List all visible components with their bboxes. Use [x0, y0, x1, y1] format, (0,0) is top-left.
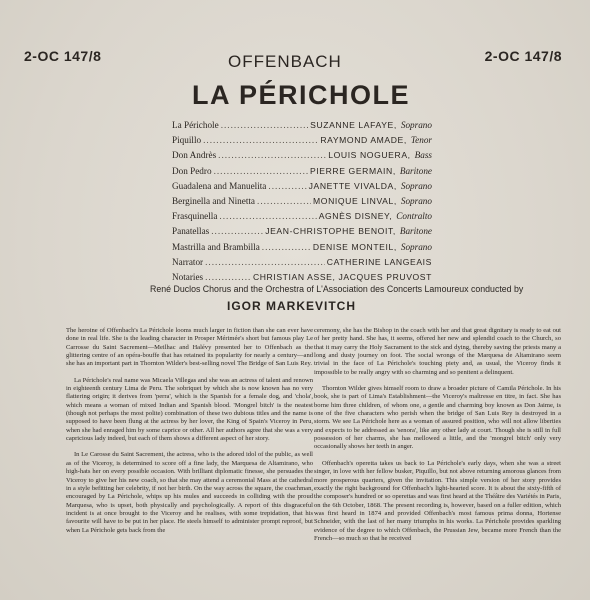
- composer-name: OFFENBACH: [228, 52, 342, 71]
- cast-row: [172, 209, 432, 224]
- cast-singer: JANETTE VIVALDA,: [308, 180, 397, 191]
- cast-role: Berginella and Ninetta: [172, 196, 256, 207]
- leader-dots: [219, 209, 316, 224]
- cast-voice-type: Contralto: [396, 211, 432, 222]
- conductor-name: IGOR MARKEVITCH: [227, 299, 356, 313]
- cast-role: La Périchole: [172, 120, 219, 130]
- cast-voice-type: Soprano: [400, 241, 432, 252]
- liner-notes-paragraph: The heroine of Offenbach's La Périchole looms much larger in fiction than she can ever have done in real life. She is the leading character in Prosper Mérimée's short but famous play Le Carrosse du Saint Sacrement—Meilhac and Halévy presented her to Offenbach as the glittering centre of an opéra-bouffe that has retained its popularity for nearly a century—and she has an important part in Thornton Wilder's best-selling novel The Bridge of San Luis Rey.: [66, 327, 313, 368]
- cast-voice-type: Soprano: [400, 180, 432, 191]
- leader-dots: [218, 148, 326, 163]
- cast-singer: CATHERINE LANGEAIS: [326, 256, 432, 267]
- catalog-number-right: 2-OC 147/8: [484, 48, 562, 64]
- cast-singer: PIERRE GERMAIN,: [309, 165, 396, 176]
- cast-row: [172, 133, 432, 148]
- cast-role: Don Andrès: [172, 150, 217, 161]
- cast-singer: LOUIS NOGUERA,: [328, 150, 411, 161]
- leader-dots: [205, 270, 251, 285]
- cast-role: Frasquinella: [172, 211, 218, 222]
- cast-row: [172, 224, 432, 239]
- liner-notes-paragraph: La Périchole's real name was Micaela Villegas and she was an actress of talent and renown in eighteenth century Lima de Peru. The sobriquet by which she is now known has no very flattering origin; it derives from 'perra', which is the Spanish for a female dog, and 'chola', which means a woman of mixed Indian and Spanish blood. 'Mongrel bitch' is the neatest (though not perhaps the most polite) combination of these two dubious titles and the name is supposed to have been flung at the actress by her lover, the King of Spain's Viceroy in Peru, when she had enraged him by some caprice or other. All her authors agree that she was a very capricious lady indeed, but each of them shows a different aspect of her story.: [66, 376, 313, 443]
- cast-role: Mastrilla and Brambilla: [172, 241, 260, 252]
- liner-notes-paragraph: Offenbach's operetta takes us back to La Périchole's early days, when she was a street singer, in love with her fellow busker, Piquillo, but not above returning amorous glances from more prosperous quarters, given the invitation. This simple version of her story provides exactly the right background for Offenbach's light-hearted score. It is about the sixty-fifth of the composer's hundred or so operettas and was first heard at the Théâtre des Variétés in Paris, on the 6th October, 1868. The present recording is, however, based on a fuller edition, which was first heard in 1874 and provided Offenbach's most famous prima donna, Hortense Schneider, with the last of her many triumphs in his works. La Périchole provides sparkling evidence of the degree to which Offenbach, the Prussian Jew, became more French than the French—so much so that he received: [314, 459, 561, 542]
- cast-voice-type: Soprano: [400, 196, 432, 207]
- cast-voice-type: Bass: [414, 150, 432, 161]
- cast-role: Guadalena and Manuelita: [172, 180, 267, 191]
- cast-row: [172, 270, 432, 285]
- cast-list: [172, 118, 432, 285]
- leader-dots: [262, 240, 311, 255]
- cast-singer: SUZANNE LAFAYE,: [310, 120, 397, 130]
- cast-role: Don Pedro: [172, 165, 212, 176]
- cast-singer: RAYMOND AMADE,: [320, 135, 407, 146]
- cast-role: Piquillo: [172, 135, 202, 146]
- liner-notes-left-column: [66, 327, 313, 543]
- cast-row: [172, 179, 432, 194]
- cast-singer: AGNÈS DISNEY,: [318, 211, 393, 222]
- chorus-orchestra-credit: René Duclos Chorus and the Orchestra of L'Association des Concerts Lamoureux conducted by: [150, 284, 524, 294]
- cast-singer: CHRISTIAN ASSE, JACQUES PRUVOST: [252, 272, 432, 283]
- cast-row: [172, 148, 432, 163]
- leader-dots: [205, 255, 325, 270]
- opera-title: LA PÉRICHOLE: [192, 80, 411, 110]
- cast-singer: MONIQUE LINVAL,: [313, 196, 397, 207]
- cast-singer: DENISE MONTEIL,: [312, 241, 397, 252]
- leader-dots: [257, 194, 311, 209]
- leader-dots: [211, 224, 263, 239]
- cast-row: [172, 118, 432, 133]
- cast-row: [172, 194, 432, 209]
- leader-dots: [221, 118, 308, 133]
- liner-notes-paragraph: ceremony, she has the Bishop in the coach with her and that great dignitary is ready to eat out of her pretty hand. She has, it seems, offered her new and splendid coach to the Church, so that it may carry the Holy Sacrament to the sick and dying, thereby saving the priests many a long and dusty journey on foot. The social wrongs of the Marquesa de Altamirano seem trivial in the face of La Périchole's touching piety and, as usual, the Viceroy finds it impossible to be really angry with so charming and so penitent a delinquent.: [314, 327, 561, 376]
- leader-dots: [214, 164, 308, 179]
- leader-dots: [268, 179, 306, 194]
- cast-voice-type: Tenor: [410, 135, 432, 146]
- cast-role: Narrator: [172, 256, 204, 267]
- cast-row: [172, 240, 432, 255]
- cast-voice-type: Baritone: [399, 165, 432, 176]
- leader-dots: [203, 133, 318, 148]
- catalog-number-left: 2-OC 147/8: [24, 48, 102, 64]
- cast-singer: JEAN-CHRISTOPHE BENOIT,: [265, 226, 396, 237]
- liner-notes-right-column: [314, 327, 561, 551]
- cast-row: [172, 164, 432, 179]
- liner-notes-paragraph: In Le Carosse du Saint Sacrement, the actress, who is the adored idol of the public, as well as of the Viceroy, is determined to score off a fine lady, the Marquesa de Altamirano, who high-hats her on every possible occasion. With brilliant diplomatic finesse, she persuades the Viceroy to give her his new coach, so that she may attend a ceremonial Mass at the cathedral in a style befitting her celebrity, if not her birth. On the way across the square, the coachman, encouraged by La Périchole, whips up his mules and succeeds in colliding with the proud Marquesa, who is upset, both physically and psychologically. A report of this disgraceful incident is at once brought to the Viceroy and he realises, with some trepidation, that his favourite will have to be put in her place. He steels himself to administer prompt reproof, but when La Périchole gets back from the: [66, 451, 313, 534]
- cast-role: Notaries: [172, 272, 204, 283]
- cast-voice-type: Soprano: [400, 120, 432, 130]
- cast-voice-type: Baritone: [399, 226, 432, 237]
- cast-role: Panatellas: [172, 226, 210, 237]
- cast-row: [172, 255, 432, 270]
- liner-notes-paragraph: Thornton Wilder gives himself room to draw a broader picture of Camila Périchole. In his book, she is part of Lima's Establishment—the Viceroy's maîtresse en titre, in fact. She has borne him three children, of whom one, a gentle and charming boy known as Don Jaime, is one of the five characters who perish when the bridge of San Luis Rey is destroyed in a storm. We see La Périchole here as a woman of assured position, who will not allow liberties and expects to be addressed as 'senora', like any other lady at court. Though she is still in full possession of her charms, she has mellowed a little, and the 'mongrel bitch' only very occasionally shows her teeth in anger.: [314, 385, 561, 451]
